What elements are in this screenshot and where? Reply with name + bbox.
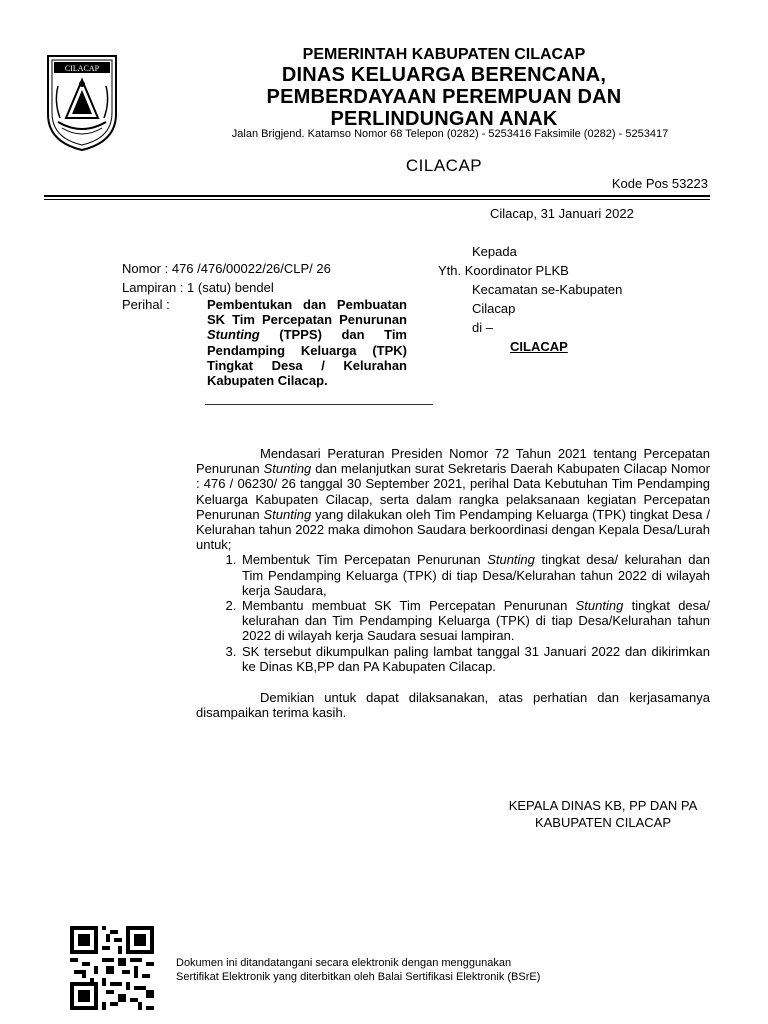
item2-stunting: Stunting xyxy=(575,598,624,614)
item2-a: Membantu membuat SK Tim Percepatan Penurunan xyxy=(242,598,568,614)
letter-attachment: Lampiran : 1 (satu) bendel xyxy=(122,280,274,295)
item1-a: Membentuk Tim Percepatan Penurunan xyxy=(242,552,481,568)
body-p1-a: Mendasari Peraturan Presiden Nomor 72 Tahun 2021 tentang Percepatan Penurunan xyxy=(196,446,710,477)
subject-text xyxy=(207,297,407,388)
body-p1-c: dan melanjutkan surat Sekretaris Daerah Kabupaten Cilacap Nomor : 476 / 06230/ 26 tanggal 30 September 2021, perihal Data Kebutuhan Tim Pendamping Keluarga Kabupaten Cilacap, serta dalam rangka pelaksanaan kegiatan Percepatan Penurunan xyxy=(196,461,710,522)
list-item: 3. SK tersebut dikumpulkan paling lambat tanggal 31 Januari 2022 dan dikirimkan ke Dinas KB,PP dan PA Kabupaten Cilacap. xyxy=(240,644,710,674)
letterhead-address: Jalan Brigjend. Katamso Nomor 68 Telepon (0282) - 5253416 Faksimile (0282) - 5253417 xyxy=(231,128,669,140)
letter-number: Nomor : 476 /476/00022/26/CLP/ 26 xyxy=(122,261,331,276)
recipient-block xyxy=(438,242,623,356)
item1-stunting: Stunting xyxy=(487,552,535,568)
letterhead-divider xyxy=(44,195,710,197)
item1-c: tingkat desa/ kelurahan dan Tim Pendamping Keluarga (TPK) di tiap Desa/Kelurahan tahun 2022 di wilayah kerja Saudara, xyxy=(242,552,710,598)
letterhead-government: PEMERINTAH KABUPATEN CILACAP xyxy=(302,46,586,63)
signature-block xyxy=(488,797,718,831)
subject-underline xyxy=(205,404,433,405)
letter-meta xyxy=(122,259,331,297)
subject-text-stunting: Stunting xyxy=(207,327,260,343)
letter-date: Cilacap, 31 Januari 2022 xyxy=(490,206,634,221)
list-item xyxy=(240,552,710,598)
letterhead-agency-line2: PEMBERDAYAAN PEREMPUAN DAN xyxy=(266,86,622,108)
recipient-kepada: Kepada xyxy=(472,244,517,259)
recipient-di: di – xyxy=(472,320,493,335)
subject-text-a: Pembentukan dan Pembuatan SK Tim Percepatan Penurunan xyxy=(207,297,407,328)
item2-c: tingkat desa/ kelurahan dan Tim Pendamping Keluarga (TPK) di tiap Desa/Kelurahan tahun 2022 di wilayah kerja Saudara sesuai lampiran. xyxy=(242,598,710,644)
esign-line2: Sertifikat Elektronik yang diterbitkan oleh Balai Sertifikasi Elektronik (BSrE) xyxy=(176,971,541,983)
electronic-signature-note xyxy=(176,956,540,984)
recipient-kecamatan: Kecamatan se-Kabupaten xyxy=(472,282,623,297)
body-p1-stunting-1: Stunting xyxy=(263,461,312,477)
letterhead-agency xyxy=(180,64,708,130)
closing-paragraph: Demikian untuk dapat dilaksanakan, atas perhatian dan kerjasamanya disampaikan terima kasih. xyxy=(196,690,710,721)
body-p1-e: yang dilakukan oleh Tim Pendamping Keluarga (TPK) tingkat Desa / Kelurahan tahun 2022 maka dimohon Saudara berkoordinasi dengan Kepala Desa/Lurah untuk; xyxy=(196,506,710,553)
letterhead-divider-thin xyxy=(44,199,710,200)
letterhead-agency-line1: DINAS KELUARGA BERENCANA, xyxy=(281,64,607,86)
list-item xyxy=(240,598,710,644)
body-paragraph-1 xyxy=(196,446,710,552)
recipient-cilacap: Cilacap xyxy=(472,301,516,316)
letterhead-agency-line3: PERLINDUNGAN ANAK xyxy=(330,108,558,130)
letterhead-city: CILACAP xyxy=(405,156,483,175)
body-p1-stunting-2: Stunting xyxy=(263,506,312,522)
letter-body xyxy=(196,446,710,720)
recipient-title: Yth. Koordinator PLKB xyxy=(438,263,569,278)
cilacap-coat-of-arms-logo xyxy=(44,52,120,152)
subject-text-c: (TPPS) dan Tim Pendamping Keluarga (TPK) Tingkat Desa / Kelurahan Kabupaten Cilacap. xyxy=(207,327,407,389)
instruction-list xyxy=(196,552,710,674)
qr-code-icon xyxy=(70,926,154,1010)
subject-label: Perihal : xyxy=(122,297,170,312)
recipient-city: CILACAP xyxy=(510,339,568,354)
postal-code: Kode Pos 53223 xyxy=(611,176,708,191)
esign-line1: Dokumen ini ditandatangani secara elektronik dengan menggunakan xyxy=(176,957,512,969)
logo-lettering: CILACAP xyxy=(64,64,100,73)
signature-title: KEPALA DINAS KB, PP DAN PA xyxy=(508,798,698,813)
signature-org: KABUPATEN CILACAP xyxy=(534,815,672,830)
